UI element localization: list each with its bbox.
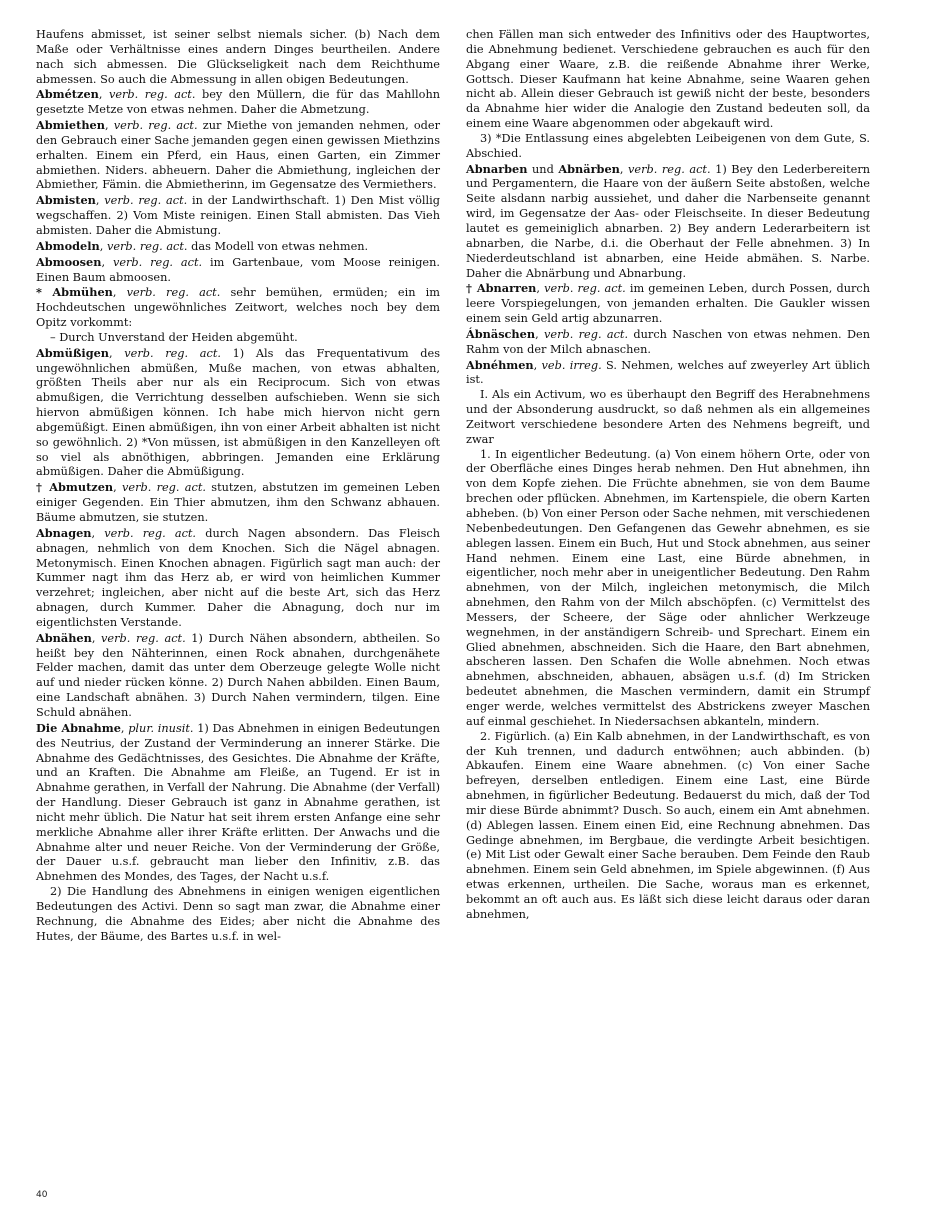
body-text: , (536, 282, 545, 296)
paragraph (466, 28, 870, 132)
headword: Die Abnahme (36, 720, 121, 735)
paragraph (466, 132, 870, 162)
body-text: 2) Die Handlung des Abnehmens in einigen wenigen eigentlichen Bedeutungen des Activi. Denn so sagt man zwar, die Abnahme einer Rechnung, die Abnahme des Eides; aber nicht die Abnahme des Hutes, der Bäume, des Bartes u.s.f. in wel- (36, 885, 440, 943)
body-text: Haufens abmisset, ist seiner selbst niemals sicher. (b) Nach dem Maße oder Verhältnisse eines andern Dinges beurtheilen. Andere nach sich abmessen. Die Glückseligkeit nach dem Reichthume abmessen. So auch die Abmessung in allen obigen Bedeutungen. (36, 28, 440, 86)
grammar-abbrev: verb. reg. act. (126, 286, 221, 300)
grammar-abbrev: verb. reg. act. (124, 346, 221, 360)
body-text: , (109, 346, 125, 360)
body-text: I. Als ein Activum, wo es überhaupt den Begriff des Herabnehmens und der Absonderung ausdruckt, so daß nehmen als ein allgemeines Zeitwort verschiedene besondere Arten des Nehmens begreift, und zwar (466, 388, 870, 446)
paragraph (466, 358, 870, 389)
headword: Abmodeln (36, 238, 100, 253)
headword: Abnärben (558, 161, 620, 176)
headword: Ábnäschen (466, 326, 536, 341)
body-text: zur Miethe von jemanden nehmen, oder den Gebrauch einer Sache jemanden gegen einen gewissen Miethzins erhalten. Einem ein Pferd, ein Haus, einen Garten, ein Zimmer abmiethen. Niders. abheuern. Daher die Abmiethung, ingleichen der Abmiether, Fämin. die Abmietherinn, im Gegensatze des Vermiethers. (36, 119, 440, 192)
body-text: , (535, 327, 544, 341)
paragraph (466, 448, 870, 730)
body-text: das Modell von etwas nehmen. (187, 239, 369, 253)
grammar-abbrev: verb. reg. act. (628, 162, 711, 176)
paragraph (36, 346, 440, 481)
headword: Abnéhmen (466, 357, 534, 372)
grammar-abbrev: veb. irreg. (541, 358, 602, 372)
grammar-abbrev: verb. reg. act. (101, 631, 186, 645)
grammar-abbrev: verb. reg. act. (106, 239, 188, 253)
paragraph (36, 331, 440, 346)
body-text: , (120, 721, 129, 735)
body-text: bey den Müllern, die für das Mahllohn gesetzte Metze von etwas nehmen. Daher die Abmetzung. (36, 88, 440, 117)
grammar-abbrev: verb. reg. act. (104, 194, 188, 208)
paragraph (36, 87, 440, 118)
headword: Abmoosen (36, 254, 102, 269)
body-text: S. Nehmen, welches auf zweyerley Art üblich ist. (466, 358, 870, 387)
body-text: , (98, 88, 109, 102)
body-text: durch Nagen absondern. Das Fleisch abnagen, nehmlich von dem Knochen. Sich die Nägel abnagen. Metonymisch. Einen Knochen abnagen. Figürlich sagt man auch: der Kummer nagt ihm das Herz ab, er wird von heimlichen Kummer verzehret; ingleichen, aber nicht auf die beste Art, sich das Herz abnagen, durch Kummer. Daher die Abnagung, doch nur im eigentlichsten Verstande. (36, 526, 441, 629)
paragraph (36, 193, 440, 239)
headword: Abnagen (36, 525, 92, 540)
grammar-abbrev: verb. reg. act. (112, 255, 203, 269)
grammar-abbrev: plur. inusit. (128, 721, 194, 735)
paragraph (36, 885, 440, 944)
grammar-abbrev: verb. reg. act. (108, 88, 196, 102)
body-text: , (91, 526, 105, 540)
body-text: , (113, 481, 122, 495)
body-text: stutzen, abstutzen im gemeinen Leben einiger Gegenden. Ein Thier abmutzen, ihm den Schwanz abhauen. Bäume abmutzen, sie stutzen. (36, 481, 440, 524)
body-text: durch Naschen von etwas nehmen. Den Rahm von der Milch abnaschen. (466, 327, 871, 356)
grammar-abbrev: verb. reg. act. (122, 481, 206, 495)
paragraph (36, 239, 440, 255)
body-text: im Gartenbaue, vom Moose reinigen. Einen Baum abmoosen. (36, 255, 440, 284)
paragraph (36, 28, 440, 87)
body-text: , (91, 631, 102, 645)
headword: Abmisten (36, 193, 96, 208)
headword: † Abnarren (466, 281, 537, 296)
body-text: sehr bemühen, ermüden; ein im Hochdeutschen ungewöhnliches Zeitwort, welches noch bey dem Opitz vorkommt: (36, 286, 440, 330)
body-text: 1) Bey den Lederbereitern und Pergamentern, die Haare von der äußern Seite abstoßen, welche Seite alsdann narbig aussiehet, und daher die Narbenseite genannt wird, im Gegensatze der Aas- oder Fleischseite. In dieser Bedeutung lautet es gemeiniglich abnarben. 2) Bey andern Lederarbeitern ist abnarben, die Narbe, d.i. die Oberhaut der Felle abnehmen. 3) In Niederdeutschland ist abnarben, eine Heide abmähen. S. Narbe. Daher die Abnärbung und Abnarbung. (466, 162, 871, 280)
body-text: 3) *Die Entlassung eines abgelebten Leibeigenen von dem Gute, S. Abschied. (466, 131, 870, 160)
body-text: 1. In eigentlicher Bedeutung. (a) Von einem höhern Orte, oder von der Oberfläche eines Dinges herab nehmen. Den Hut abnehmen, ihn von dem Kopfe ziehen. Die Früchte abnehmen, sie von dem Baume brechen oder pflücken. Abnehmen, im Kartenspiele, die obern Karten abheben. (b) Von einer Person oder Sache nehmen, mit verschiedenen Nebenbedeutungen. Den Gefangenen das Gewehr abnehmen, es sie ablegen lassen. Einem ein Buch, Hut und Stock abnehmen, aus seiner Hand nehmen. Einem eine Last, eine Bürde abnehmen, in eigentlicher, noch mehr aber in uneigentlicher Bedeutung. Den Rahm abnehmen, von der Milch, ingleichen metonymisch, die Milch abnehmen, den Rahm von der Milch abschöpfen. (c) Vermittelst des Messers, der Scheere, der Säge oder ahnlicher Werkzeuge wegnehmen, in der anständigern Schreib- und Sprechart. Einem ein Glied abnehmen, abschneiden. Sich die Haare, den Bart abnehmen, abscheren lassen. Den Schafen die Wolle abnehmen. Noch etwas abnehmen, abschneiden, abhauen, absägen u.s.f. (d) Im Stricken bedeutet abnehmen, die Maschen vermindern, damit ein Strumpf enger werde, welches vermittelst des Abstrickens zweyer Maschen auf einmal geschiehet. In Niedersachsen abkanteln, mindern. (466, 447, 870, 728)
body-text: , (533, 358, 542, 372)
paragraph (36, 480, 440, 526)
headword: Abmétzen (36, 87, 99, 102)
body-text: , (104, 119, 114, 133)
headword: † Abmutzen (36, 480, 114, 495)
body-text: 1) Das Abnehmen in einigen Bedeutungen des Neutrius, der Zustand der Verminderung an innerer Stärke. Die Abnahme des Gedächtnisses, des Gesichtes. Die Abnahme der Kräfte, und an Kraften. Die Abnahme am Fleiße, an Tugend. Er ist in Abnahme gerathen, in Verfall der Nahrung. Die Abnahme (der Verfall) der Handlung. Dieser Gebrauch ist ganz in Abnahme gerathen, ist nicht mehr üblich. Die Natur hat seit ihrem ersten Anfange eine sehr merkliche Abnahme aller ihrer Kräfte erlitten. Der Anwachs und die Abnahme alter und neuer Reiche. Von der Verminderung der Größe, der Dauer u.s.f. gebraucht man lieber den Infinitiv, z.B. das Abnehmen des Mondes, des Tages, der Nacht u.s.f. (36, 721, 441, 884)
body-text: , (112, 286, 127, 300)
body-text: und (527, 162, 559, 176)
paragraph (36, 285, 440, 331)
body-text: 1) Als das Frequentativum des ungewöhnlichen abmüßen, Muße machen, von etwas abhalten, größten Theils aber nur als ein Reciprocum. Sich von etwas abmußigen, die Verrichtung desselben aufschieben. Wenn sie sich hiervon abmüßigen können. Ich habe mich hiervon nicht gern abgemüßigt. Einen abmüßigen, ihn von einer Arbeit abhalten ist nicht so gewöhnlich. 2) *Von müssen, ist abmüßigen in den Kanzelleyen oft so viel als abnöthigen, abbringen. Jemanden eine Erklärung abmüßigen. Daher die Abmüßigung. (36, 346, 441, 479)
headword: * Abmühen (36, 285, 113, 300)
headword: Abnähen (36, 630, 92, 645)
grammar-abbrev: verb. reg. act. (544, 282, 626, 296)
paragraph (36, 631, 440, 721)
paragraph (466, 388, 870, 447)
right-text-column (466, 28, 870, 1158)
left-text-column (36, 28, 440, 1158)
headword: Abnarben (466, 161, 528, 176)
paragraph (466, 162, 870, 282)
paragraph (36, 118, 440, 193)
grammar-abbrev: verb. reg. act. (544, 327, 629, 341)
paragraph (466, 281, 870, 327)
paragraph (36, 526, 440, 631)
paragraph (466, 730, 870, 923)
body-text: in der Landwirthschaft. 1) Den Mist völlig wegschaffen. 2) Vom Miste reinigen. Einen Stall abmisten. Das Vieh abmisten. Daher die Abmistung. (36, 194, 440, 237)
paragraph (36, 255, 440, 286)
paragraph (466, 327, 870, 358)
headword: Abmüßigen (36, 345, 110, 360)
body-text: im gemeinen Leben, durch Possen, durch leere Vorspiegelungen, von jemanden erhalten. Die Gaukler wissen einem sein Geld artig abzunarren. (466, 282, 871, 326)
grammar-abbrev: verb. reg. act. (104, 526, 197, 540)
body-text: , (95, 194, 105, 208)
body-text: , (619, 162, 629, 176)
body-text: – Durch Unverstand der Heiden abgemüht. (50, 330, 298, 344)
body-text: 2. Figürlich. (a) Ein Kalb abnehmen, in der Landwirthschaft, es von der Kuh trennen, und dadurch entwöhnen; auch abbinden. (b) Abkaufen. Einem eine Waare abnehmen. (c) Von einer Sache befreyen, derselben entledigen. Einem eine Last, eine Bürde abnehmen, in figürlicher Bedeutung. Bedauerst du mich, daß der Tod mir diese Bürde abnimmt? Dusch. So auch, einem ein Amt abnehmen. (d) Ablegen lassen. Einem einen Eid, eine Rechnung abnehmen. Das Gedinge abnehmen, im Bergbaue, die verdingte Arbeit besichtigen. (e) Mit List oder Gewalt einer Sache berauben. Dem Feinde den Raub abnehmen. Einem sein Geld abnehmen, im Spiele abgewinnen. (f) Aus etwas erkennen, urtheilen. Die Sache, woraus man es erkennet, bekommt an oft auch aus. Es läßt sich diese leicht daraus oder daran abnehmen, (466, 729, 870, 921)
page-number: 40 (36, 1190, 48, 1200)
body-text: , (101, 255, 113, 269)
body-text: , (99, 239, 107, 253)
grammar-abbrev: verb. reg. act. (113, 119, 198, 133)
body-text: 1) Durch Nähen absondern, abtheilen. So heißt bey den Nähterinnen, einen Rock abnahen, durchgenähete Felder machen, damit das unter dem Oberzeuge gelegte Wolle nicht auf und nieder rücken könne. 2) Durch Nahen abbilden. Einen Baum, eine Landschaft abnähen. 3) Durch Nahen vermindern, tilgen. Eine Schuld abnähen. (36, 631, 440, 719)
paragraph (36, 721, 440, 885)
headword: Abmiethen (36, 118, 105, 133)
two-column-layout (36, 28, 899, 1158)
body-text: chen Fällen man sich entweder des Infinitivs oder des Hauptwortes, die Abnehmung bedienet. Verschiedene gebrauchen es auch für den Abgang einer Waare, z.B. die reißende Abnahme ihrer Werke, Gottsch. Dieser Kaufmann hat keine Abnahme, seine Waaren gehen nicht ab. Allein dieser Gebrauch ist gewiß nicht der beste, besonders da Abnahme hier wider die Analogie den Zustand bedeuten soll, da einem eine Waare abgenommen oder abgekauft wird. (466, 28, 870, 131)
